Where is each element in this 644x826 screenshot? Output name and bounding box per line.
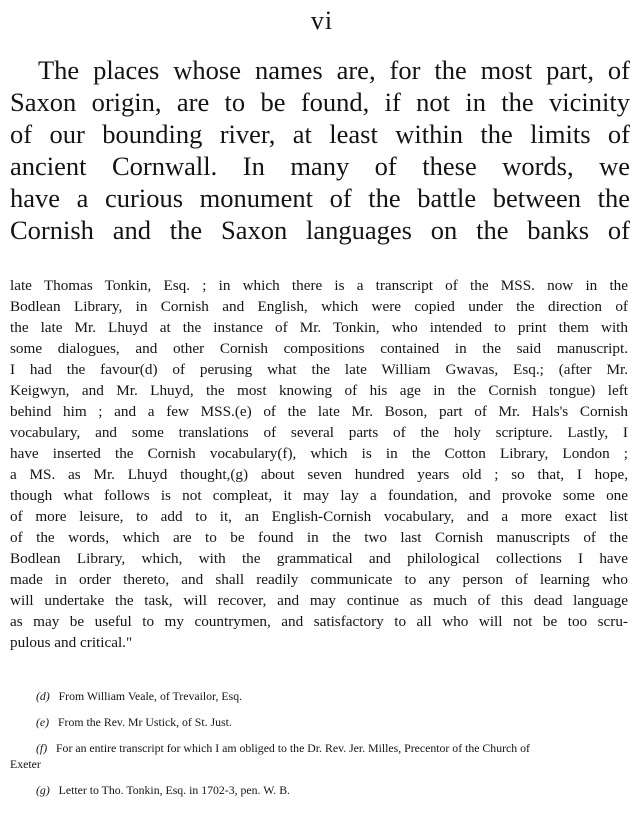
footnote-mark: (e)	[36, 715, 50, 729]
note-line: behind him ; and a few MSS.(e) of the late Mr. Boson, part of Mr. Hals's Cornish	[10, 403, 628, 420]
note-line: of the words, which are to be found in the two last Cornish manuscripts of the	[10, 529, 628, 546]
note-line: have inserted the Cornish vocabulary(f), which is in the Cotton Library, London ;	[10, 445, 628, 462]
footnote-f	[36, 741, 626, 756]
note-line: a MS. as Mr. Lhuyd thought,(g) about seven hundred years old ; so that, I hope,	[10, 466, 628, 483]
main-text-line: The places whose names are, for the most part, of	[38, 55, 630, 85]
note-line: the late Mr. Lhuyd at the instance of Mr. Tonkin, who intended to print them with	[10, 319, 628, 336]
main-text-line: ancient Cornwall. In many of these words, we	[10, 151, 630, 181]
footnote-g	[36, 783, 626, 798]
note-line: pulous and critical."	[10, 634, 133, 651]
note-line: will undertake the task, will recover, and may continue as much of this dead language	[10, 592, 628, 609]
footnote-mark: (f)	[36, 741, 48, 755]
note-line: though what follows is not compleat, it may lay a foundation, and provoke some one	[10, 487, 628, 504]
note-line: I had the favour(d) of perusing what the late William Gwavas, Esq.; (after Mr.	[10, 361, 628, 378]
note-line: as may be useful to my countrymen, and satisfactory to all who will not be too scru-	[10, 613, 628, 630]
footnote-e	[36, 715, 626, 730]
footnote-mark: (d)	[36, 689, 50, 703]
footnote-text: For an entire transcript for which I am obliged to the Dr. Rev. Jer. Milles, Precentor of the Church of	[56, 741, 530, 755]
footnote-d	[36, 689, 626, 704]
main-text-line: have a curious monument of the battle between the	[10, 183, 630, 213]
page-number: vi	[310, 6, 334, 35]
footnote-f-continuation: Exeter	[10, 757, 41, 771]
main-text-line: Saxon origin, are to be found, if not in the vicinity	[10, 87, 630, 117]
note-line: made in order thereto, and shall readily communicate to any person of learning who	[10, 571, 628, 588]
footnote-text: Letter to Tho. Tonkin, Esq. in 1702-3, pen. W. B.	[58, 783, 291, 797]
note-line: some dialogues, and other Cornish compositions contained in the said manuscript.	[10, 340, 628, 357]
footnote-mark: (g)	[36, 783, 50, 797]
main-text-line: of our bounding river, at least within the limits of	[10, 119, 630, 149]
note-line: Keigwyn, and Mr. Lhuyd, the most knowing of his age in the Cornish tongue) left	[10, 382, 628, 399]
footnote-text: From William Veale, of Trevailor, Esq.	[58, 689, 243, 703]
note-line: late Thomas Tonkin, Esq. ; in which there is a transcript of the MSS. now in the	[10, 277, 628, 294]
note-line: vocabulary, and some translations of several parts of the holy scripture. Lastly, I	[10, 424, 628, 441]
note-line: Bodlean Library, in Cornish and English, which were copied under the direction of	[10, 298, 628, 315]
main-text-line: Cornish and the Saxon languages on the banks of	[10, 215, 630, 245]
note-line: of more leisure, to add to it, an English-Cornish vocabulary, and a more exact list	[10, 508, 628, 525]
footnote-text: From the Rev. Mr Ustick, of St. Just.	[57, 715, 232, 729]
note-line: Bodlean Library, which, with the grammatical and philological collections I have	[10, 550, 628, 567]
